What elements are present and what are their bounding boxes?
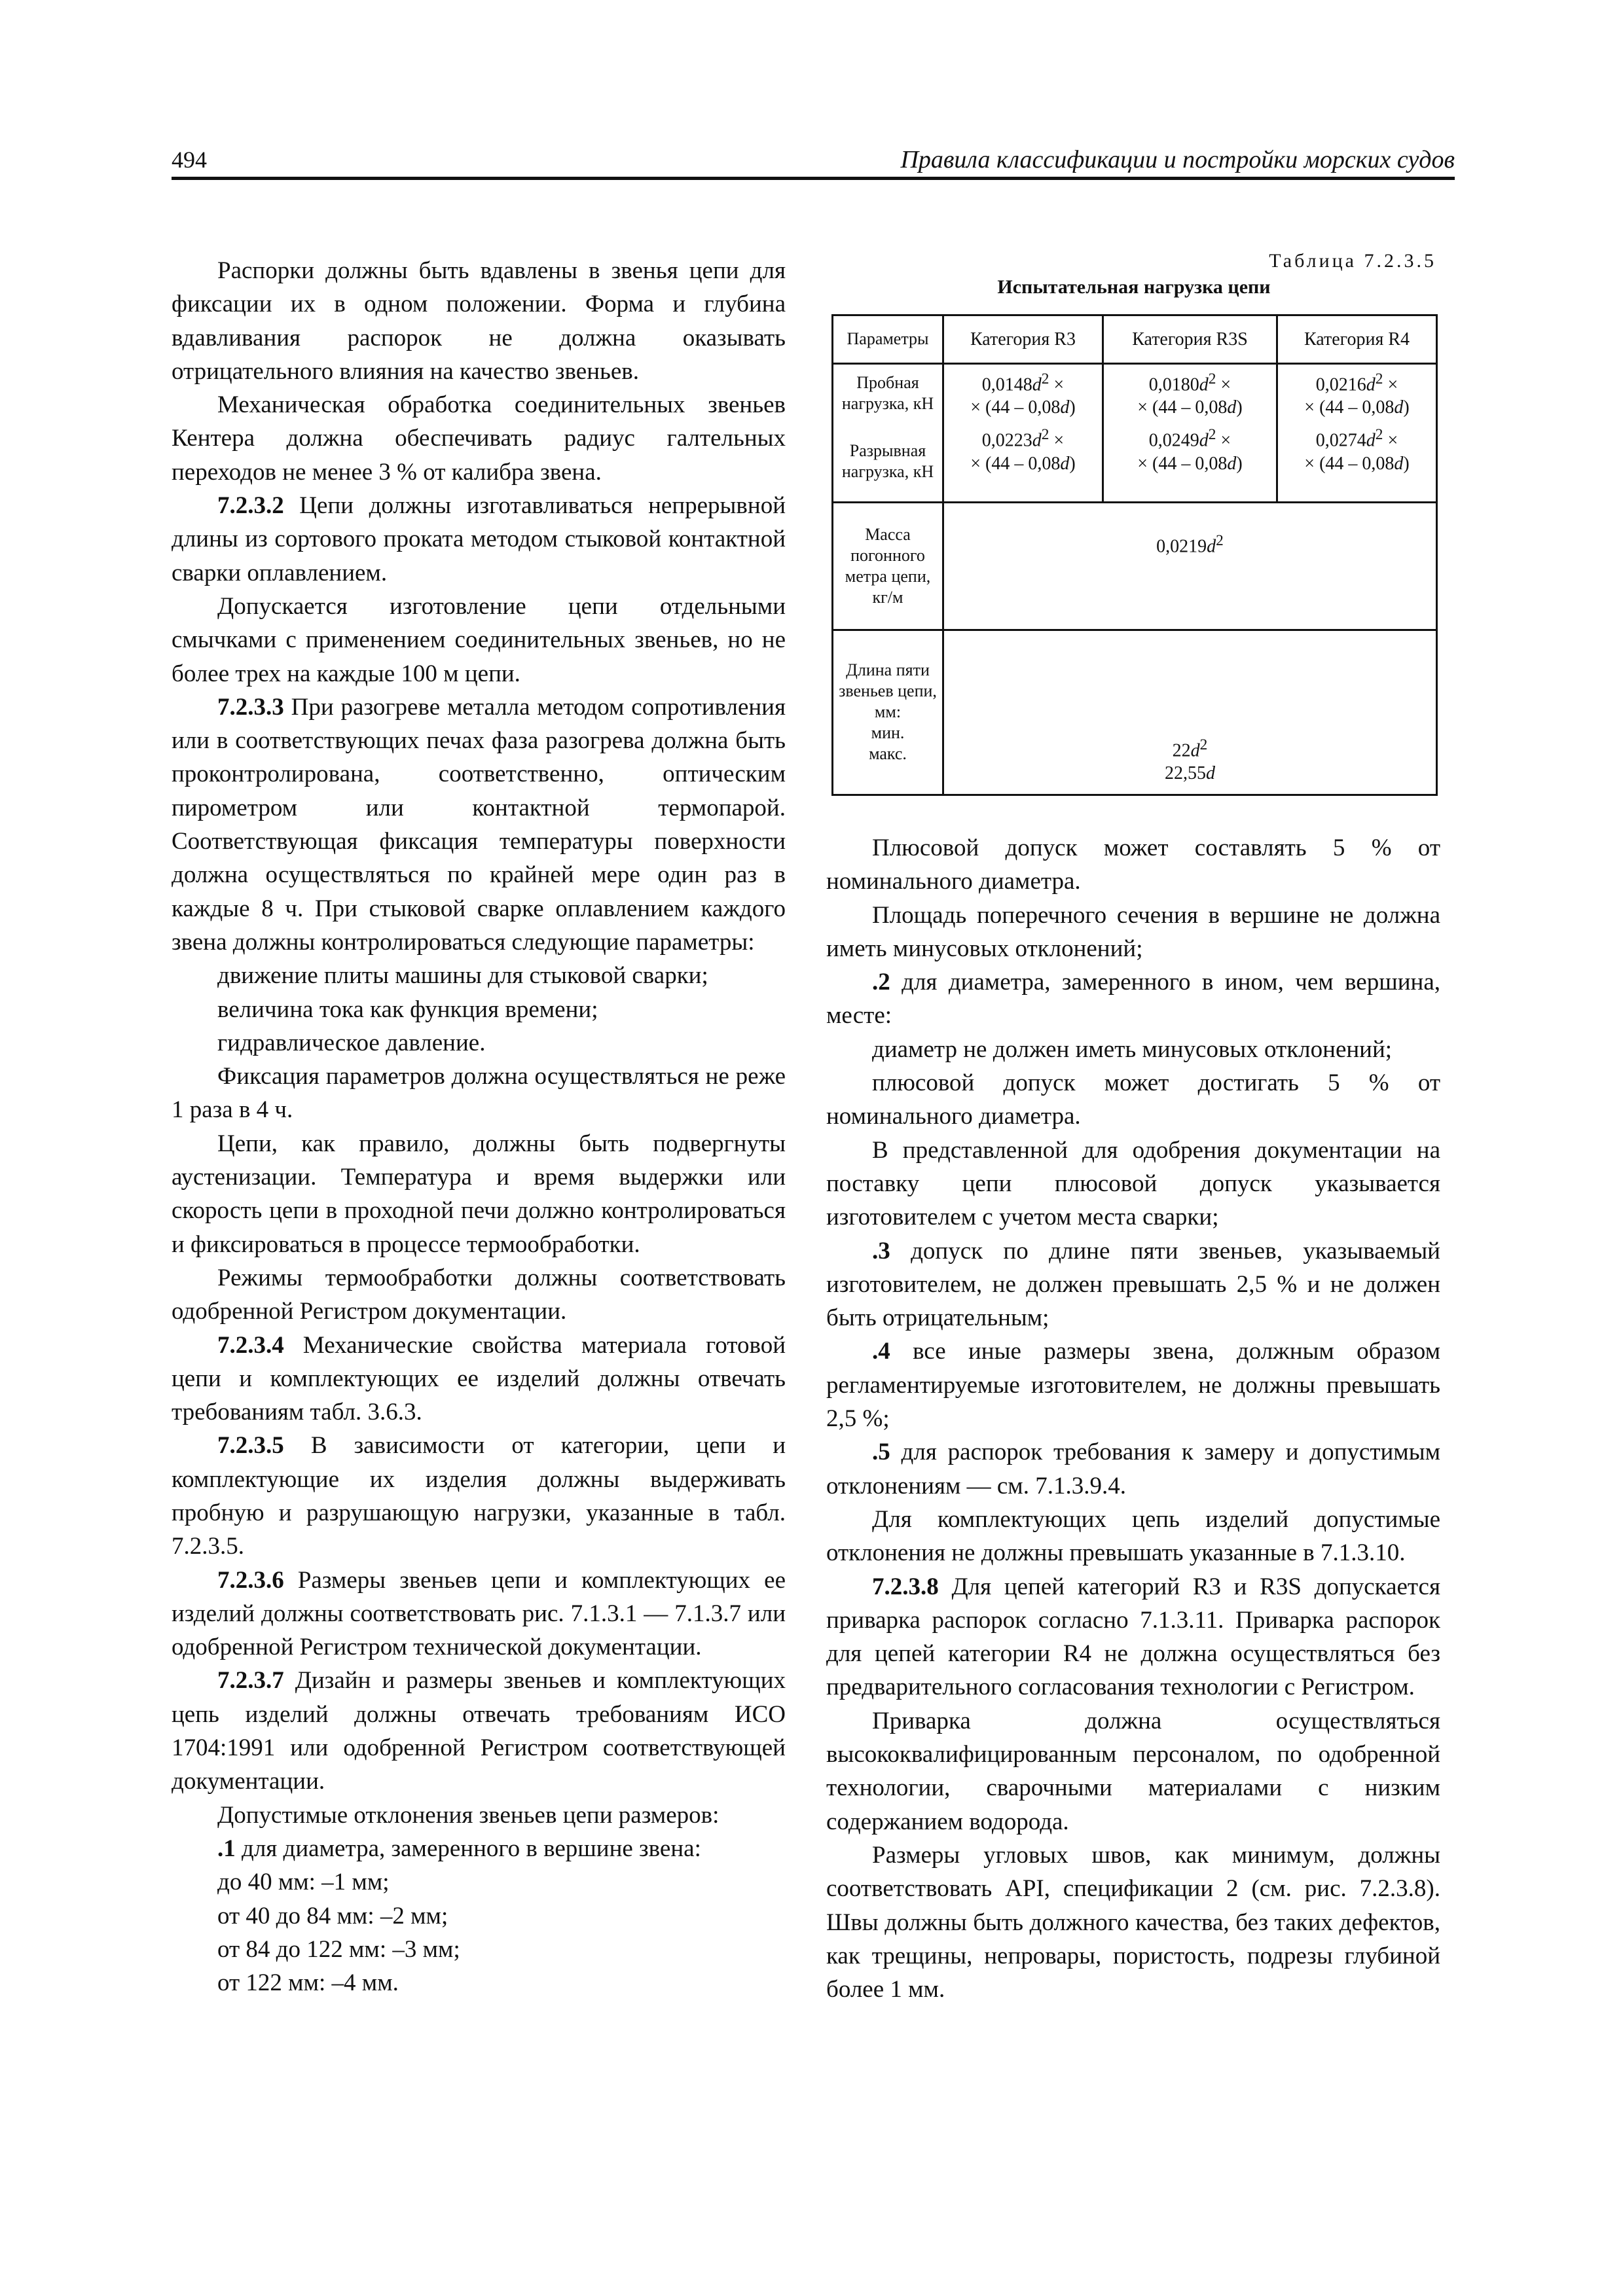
paragraph: Распорки должны быть вдавлены в звенья цепи для фиксации их в одном положении. Форма и глубина вдавливания распорок не должна оказывать отрицательного влияния на качество звеньев.	[172, 257, 786, 385]
table-cell: $0,0223d^2$ × × (44 – 0,08d)	[943, 422, 1103, 502]
left-column	[172, 254, 786, 2000]
table-cell-label: Длина пяти звеньев цепи, мм: мин. макс.	[833, 630, 943, 795]
list-item: движение плиты машины для стыковой сварки;	[217, 962, 708, 990]
paragraph: 7.2.3.8 Для цепей категорий R3 и R3S допускается приварка распорок согласно 7.1.3.11. Приварка распорок для цепей категории R4 не должна осуществляться без предварительного согласования технологии с Регистром.	[826, 1573, 1440, 1701]
paragraph: .2 для диаметра, замеренного в ином, чем вершина, месте:	[826, 969, 1440, 1030]
table-header-cell: Категория R4	[1277, 315, 1437, 364]
right-column	[826, 831, 1440, 2006]
paragraph: .4 все иные размеры звена, должным образом регламентируемые изготовителем, не должны превышать 2,5 %;	[826, 1338, 1440, 1433]
paragraph: .3 допуск по длине пяти звеньев, указываемый изготовителем, не должен превышать 2,5 % и не должен быть отрицательным;	[826, 1237, 1440, 1332]
clause-number: 7.2.3.7	[217, 1667, 284, 1695]
paragraph: Приварка должна осуществляться высококвалифицированным персоналом, по одобренной технологии, сварочными материалами с низким содержанием водорода.	[826, 1707, 1440, 1835]
list-item: от 40 до 84 мм: –2 мм;	[217, 1902, 448, 1929]
clause-number: 7.2.3.5	[217, 1432, 284, 1460]
list-item: гидравлическое давление.	[217, 1029, 486, 1056]
table-row	[833, 363, 1437, 422]
paragraph: Допускается изготовление цепи отдельными смычками с применением соединительных звеньев, но не более трех на каждые 100 м цепи.	[172, 592, 786, 687]
paragraph: Допустимые отклонения звеньев цепи размеров:	[217, 1801, 720, 1829]
table-cell: $0,0216d^2$ × × (44 – 0,08d)	[1277, 363, 1437, 422]
table-title: Испытательная нагрузка цепи	[997, 276, 1271, 298]
table-cell: $0,0180d^2$ × × (44 – 0,08d)	[1103, 363, 1277, 422]
clause-number: .2	[872, 969, 890, 996]
list-item: от 122 мм: –4 мм.	[217, 1969, 399, 1997]
paragraph: .1 для диаметра, замеренного в вершине звена:	[217, 1835, 701, 1862]
clause-number: 7.2.3.3	[217, 693, 284, 721]
clause-number: 7.2.3.4	[217, 1331, 284, 1359]
table-header-row	[833, 315, 1437, 364]
table-row	[833, 630, 1437, 795]
paragraph: 7.2.3.4 Механические свойства материала готовой цепи и комплектующих ее изделий должны отвечать требованиям табл. 3.6.3.	[172, 1331, 786, 1426]
table-caption: Таблица 7.2.3.5	[1269, 250, 1436, 272]
clause-number: 7.2.3.8	[872, 1573, 939, 1600]
paragraph: 7.2.3.3 При разогреве металла методом сопротивления или в соответствующих печах фаза разогрева должна быть проконтролирована, соответственно, оптическим пирометром или контактной термопарой. Соответствующая фиксация температуры поверхности должна осуществляться по крайней мере один раз в каждые 8 ч. При стыковой сварке оплавлением каждого звена должны контролироваться следующие параметры:	[172, 693, 786, 956]
list-item: до 40 мм: –1 мм;	[217, 1869, 390, 1896]
table-cell: $22d^2$ 22,55d	[943, 630, 1437, 795]
paragraph: Площадь поперечного сечения в вершине не должна иметь минусовых отклонений;	[826, 901, 1440, 962]
paragraph: 7.2.3.2 Цепи должны изготавливаться непрерывной длины из сортового проката методом стыковой контактной сварки оплавлением.	[172, 492, 786, 586]
paragraph: Плюсовой допуск может составлять 5 % от номинального диаметра.	[826, 834, 1440, 895]
clause-number: 7.2.3.2	[217, 492, 284, 520]
table-cell-label: Разрывная нагрузка, кН	[833, 422, 943, 502]
paragraph: В представленной для одобрения документации на поставку цепи плюсовой допуск указывается изготовителем с учетом места сварки;	[826, 1136, 1440, 1231]
clause-number: .4	[872, 1338, 890, 1365]
header-rule	[172, 177, 1455, 180]
list-item: от 84 до 122 мм: –3 мм;	[217, 1935, 460, 1963]
table-header-cell: Категория R3S	[1103, 315, 1277, 364]
table-cell: $0,0249d^2$ × × (44 – 0,08d)	[1103, 422, 1277, 502]
load-table	[831, 314, 1438, 796]
paragraph: 7.2.3.6 Размеры звеньев цепи и комплектующих ее изделий должны соответствовать рис. 7.1.3.1 — 7.1.3.7 или одобренной Регистром технической документации.	[172, 1566, 786, 1661]
paragraph: Для комплектующих цепь изделий допустимые отклонения не должны превышать указанные в 7.1.3.10.	[826, 1505, 1440, 1567]
table-cell: $0,0219d^2$	[943, 502, 1437, 630]
table-row	[833, 422, 1437, 502]
paragraph: 7.2.3.5 В зависимости от категории, цепи и комплектующие их изделия должны выдерживать пробную и разрушающую нагрузки, указанные в табл. 7.2.3.5.	[172, 1432, 786, 1560]
paragraph: Механическая обработка соединительных звеньев Кентера должна обеспечивать радиус галтельных переходов не менее 3 % от калибра звена.	[172, 391, 786, 486]
paragraph: плюсовой допуск может достигать 5 % от номинального диаметра.	[826, 1069, 1440, 1130]
table-cell-label: Масса погонного метра цепи, кг/м	[833, 502, 943, 630]
table-header-cell: Категория R3	[943, 315, 1103, 364]
paragraph: Цепи, как правило, должны быть подвергнуты аустенизации. Температура и время выдержки или скорость цепи в проходной печи должно контролироваться и фиксироваться в процессе термообработки.	[172, 1130, 786, 1258]
clause-number: 7.2.3.6	[217, 1566, 284, 1594]
table-cell-label: Пробная нагрузка, кН	[833, 363, 943, 422]
paragraph: Фиксация параметров должна осуществляться не реже 1 раза в 4 ч.	[172, 1063, 786, 1124]
table-header-cell: Параметры	[833, 315, 943, 364]
paragraph: Режимы термообработки должны соответствовать одобренной Регистром документации.	[172, 1264, 786, 1325]
running-title: Правила классификации и постройки морских судов	[900, 146, 1455, 173]
clause-number: .3	[872, 1237, 890, 1265]
page-number: 494	[172, 147, 207, 173]
list-item: величина тока как функция времени;	[217, 996, 598, 1023]
table-cell: $0,0148d^2$ × × (44 – 0,08d)	[943, 363, 1103, 422]
table-row	[833, 502, 1437, 630]
table-cell: $0,0274d^2$ × × (44 – 0,08d)	[1277, 422, 1437, 502]
paragraph: диаметр не должен иметь минусовых отклонений;	[872, 1035, 1393, 1063]
clause-number: .1	[217, 1835, 236, 1862]
clause-number: .5	[872, 1439, 890, 1466]
paragraph: Размеры угловых швов, как минимум, должны соответствовать API, спецификации 2 (см. рис. 7.2.3.8). Швы должны быть должного качества, без таких дефектов, как трещины, непровары, пористость, подрезы глубиной более 1 мм.	[826, 1841, 1440, 2003]
paragraph: 7.2.3.7 Дизайн и размеры звеньев и комплектующих цепь изделий должны отвечать требованиям ИСО 1704:1991 или одобренной Регистром соответствующей документации.	[172, 1667, 786, 1795]
paragraph: .5 для распорок требования к замеру и допустимым отклонениям — см. 7.1.3.9.4.	[826, 1439, 1440, 1499]
